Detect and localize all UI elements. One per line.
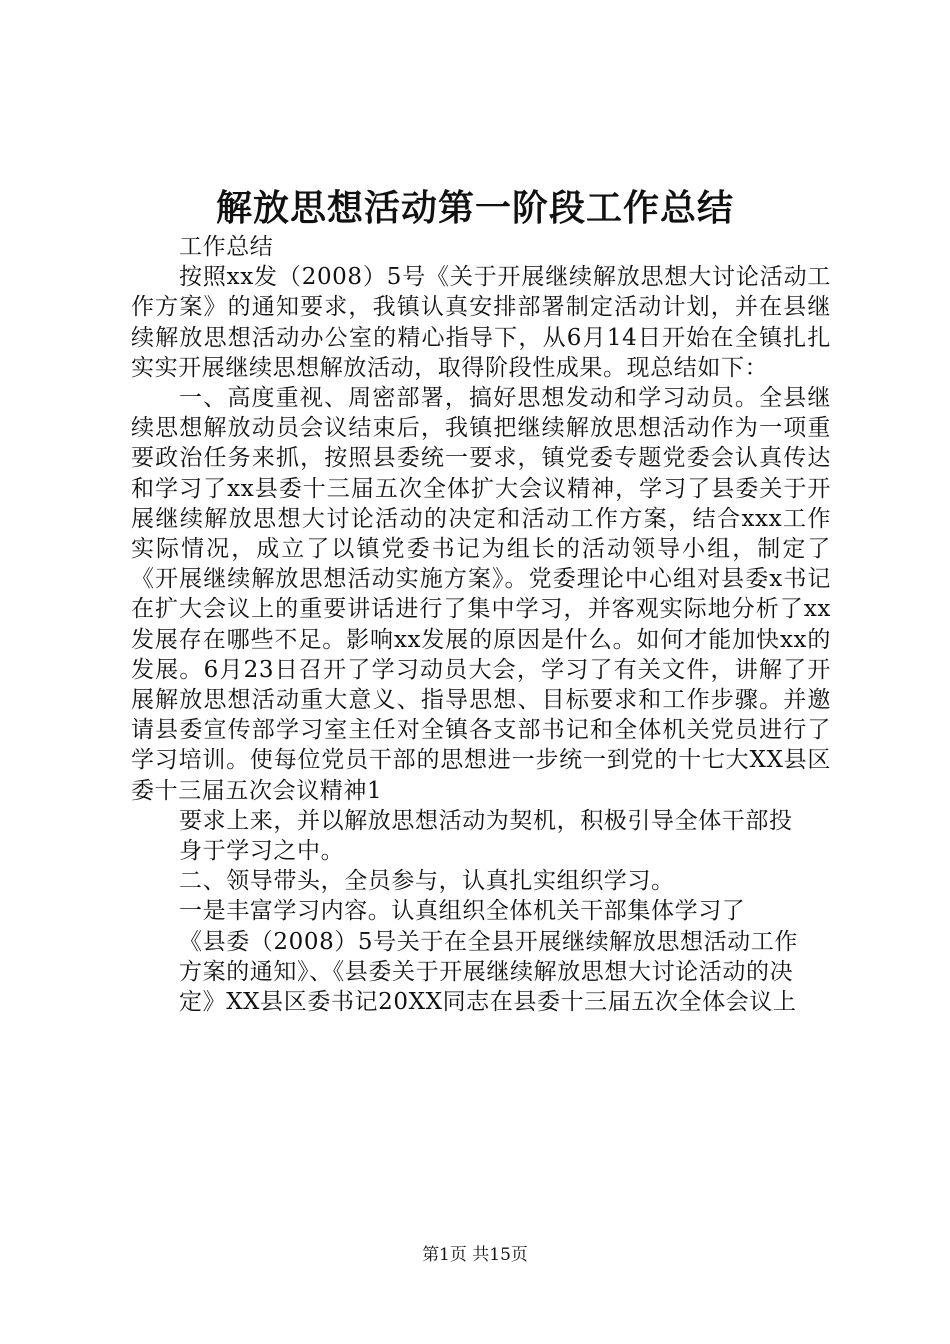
- paragraph-section-two: 二、领导带头，全员参与，认真扎实组织学习。: [179, 868, 675, 895]
- paragraph-intro: 按照xx发（2008）5号《关于开展继续解放思想大讨论活动工作方案》的通知要求，我镇认真安排部署制定活动计划，并在县继续解放思想活动办公室的精心指导下，从6月14日开始在全镇扎扎实实开展继续思想解放活动，取得阶段性成果。现总结如下：: [131, 264, 831, 381]
- paragraph-continuation: 方案的通知》、《县委关于开展继续解放思想大讨论活动的决: [179, 958, 794, 985]
- paragraph-continuation: 定》XX县区委书记20XX同志在县委十三届五次全体会议上: [179, 989, 797, 1016]
- paragraph-heading: 工作总结: [179, 234, 274, 260]
- document-title: 解放思想活动第一阶段工作总结: [215, 187, 734, 229]
- page-footer: 第1页 共15页: [422, 1245, 528, 1265]
- paragraph-item-one: 一是丰富学习内容。认真组织全体机关干部集体学习了: [179, 898, 746, 925]
- paragraph-continuation: 要求上来，并以解放思想活动为契机，积极引导全体干部投: [179, 807, 793, 834]
- paragraph-section-one: 一、高度重视、周密部署，搞好思想发动和学习动员。全县继续思想解放动员会议结束后，我镇把继续解放思想活动作为一项重要政治任务来抓，按照县委统一要求，镇党委专题党委会认真传达和学习了xx县委十三届五次全体扩大会议精神，学习了县委关于开展继续解放思想大讨论活动的决定和活动工作方案，结合xxx工作实际情况，成立了以镇党委书记为组长的活动领导小组，制定了《开展继续解放思想活动实施方案》。党委理论中心组对县委x书记在扩大会议上的重要讲话进行了集中学习，并客观实际地分析了xx发展存在哪些不足。影响xx发展的原因是什么。如何才能加快xx的发展。6月23日召开了学习动员大会，学习了有关文件，讲解了开展解放思想活动重大意义、指导思想、目标要求和工作步骤。并邀请县委宣传部学习室主任对全镇各支部书记和全体机关党员进行了学习培训。使每位党员干部的思想进一步统一到党的十七大XX县区委十三届五次会议精神1: [131, 385, 831, 804]
- paragraph-continuation: 身于学习之中。: [179, 838, 345, 865]
- paragraph-continuation: 《县委（2008）5号关于在全县开展继续解放思想活动工作: [179, 928, 798, 955]
- document-body: [131, 232, 831, 1017]
